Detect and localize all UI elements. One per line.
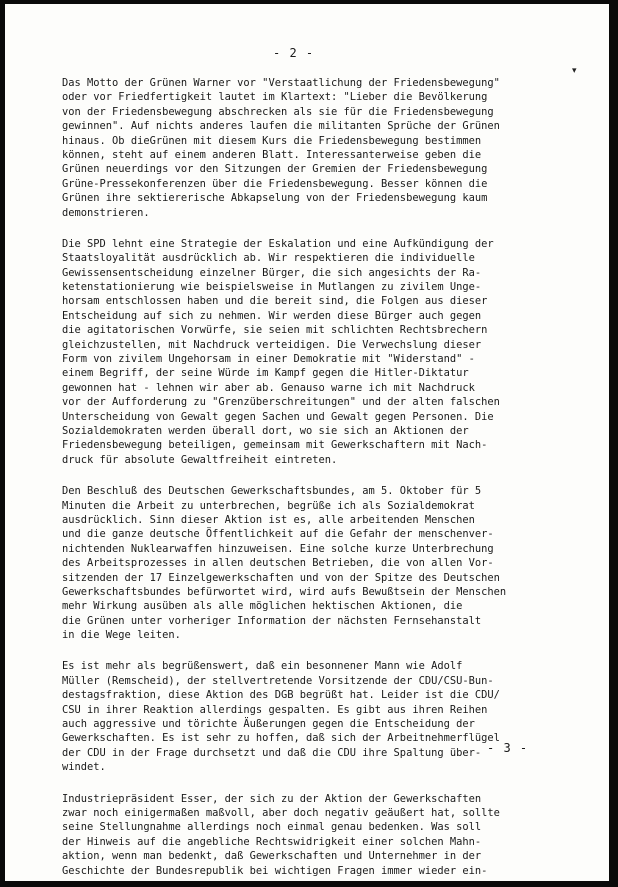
text-line: Friedensbewegung beteiligen, gemeinsam mit Gewerkschaftern mit Nach- [62, 439, 488, 452]
text-line: horsam entschlossen haben und die bereit sind, die Folgen aus dieser [62, 295, 488, 308]
text-line: Minuten die Arbeit zu unterbrechen, begrüße ich als Sozialdemokrat [62, 499, 475, 512]
text-line: die Grünen unter vorheriger Information der nächsten Fernsehanstalt [62, 614, 482, 627]
text-line: windet. [62, 761, 106, 774]
text-line: gewonnen hat - lehnen wir aber ab. Genauso warne ich mit Nachdruck [62, 381, 475, 394]
text-line: destagsfraktion, diese Aktion des DGB begrüßt hat. Leider ist die CDU/ [62, 689, 500, 702]
text-line: und die ganze deutsche Öffentlichkeit auf die Gefahr der menschenver- [62, 528, 494, 541]
text-line: in die Wege leiten. [62, 629, 181, 642]
text-line: Gewissensentscheidung einzelner Bürger, die sich angesichts der Ra- [62, 266, 482, 279]
paragraph [62, 484, 562, 642]
text-line: Geschichte der Bundesrepublik bei wichtigen Fragen immer wieder ein- [62, 864, 488, 877]
text-line: Staatsloyalität ausdrücklich ab. Wir respektieren die individuelle [62, 252, 475, 265]
text-line: Unterscheidung von Gewalt gegen Sachen und Gewalt gegen Personen. Die [62, 410, 494, 423]
text-line: Entscheidung auf sich zu nehmen. Wir werden diese Bürger auch gegen [62, 309, 482, 322]
text-line: sitzenden der 17 Einzelgewerkschaften und von der Spitze des Deutschen [62, 571, 500, 584]
text-line: aktion, wenn man bedenkt, daß Gewerkschaften und Unternehmer in der [62, 850, 482, 863]
text-line: oder vor Friedfertigkeit lautet im Klartext: "Lieber die Bevölkerung [62, 91, 488, 104]
text-line: Grünen ihre sektiererische Abkapselung von der Friedensbewegung kaum [62, 192, 488, 205]
text-line: auch aggressive und törichte Äußerungen gegen die Entscheidung der [62, 718, 475, 731]
text-line: CSU in ihrer Reaktion allerdings gespalten. Es gibt aus ihren Reihen [62, 703, 488, 716]
text-line: zwar noch einigermaßen maßvoll, aber doch negativ geäußert hat, sollte [62, 806, 500, 819]
next-page-number: - 3 - [487, 741, 529, 755]
text-line: Grüne-Pressekonferenzen über die Friedensbewegung. Besser können die [62, 177, 488, 190]
page-number: - 2 - [273, 46, 315, 60]
margin-mark: ▾ [572, 65, 577, 75]
paragraph [62, 659, 562, 774]
text-line: die agitatorischen Vorwürfe, sie seien mit schlichten Rechtsbrechern [62, 324, 488, 337]
text-line: Es ist mehr als begrüßenswert, daß ein besonnener Mann wie Adolf [62, 660, 463, 673]
document-body [62, 76, 562, 881]
text-line: gewinnen". Auf nichts anderes laufen die militanten Sprüche der Grünen [62, 120, 500, 133]
paragraph [62, 237, 562, 467]
text-line: Gewerkschaften. Es ist sehr zu hoffen, daß sich der Arbeitnehmerflügel [62, 732, 500, 745]
text-line: nichtenden Nuklearwaffen hinzuweisen. Eine solche kurze Unterbrechung [62, 542, 494, 555]
paragraph [62, 792, 562, 878]
text-line: Industriepräsident Esser, der sich zu der Aktion der Gewerkschaften [62, 792, 482, 805]
text-line: von der Friedensbewegung abschrecken als sie für die Friedensbewegung [62, 105, 494, 118]
text-line: ausdrücklich. Sinn dieser Aktion ist es, alle arbeitenden Menschen [62, 513, 475, 526]
text-line: Das Motto der Grünen Warner vor "Verstaatlichung der Friedensbewegung" [62, 77, 500, 89]
document-page [5, 4, 609, 881]
text-line: vor der Aufforderung zu "Grenzüberschreitungen" und der alten falschen [62, 396, 500, 409]
text-line: einem Begriff, der seine Würde im Kampf gegen die Hitler-Diktatur [62, 367, 469, 380]
text-line: Form von zivilem Ungehorsam in einer Demokratie mit "Widerstand" - [62, 353, 475, 366]
text-line: ketenstationierung wie beispielsweise in Mutlangen zu zivilem Unge- [62, 281, 482, 294]
text-line: der Hinweis auf die angebliche Rechtswidrigkeit einer solchen Mahn- [62, 835, 482, 848]
paragraph [62, 76, 562, 220]
text-line: der CDU in der Frage durchsetzt und daß die CDU ihre Spaltung über- [62, 746, 482, 759]
text-line: Die SPD lehnt eine Strategie der Eskalation und eine Aufkündigung der [62, 237, 494, 250]
text-line: seine Stellungnahme allerdings noch einmal genau bedenken. Was soll [62, 821, 482, 834]
text-line: können, steht auf einem anderen Blatt. Interessanterweise geben die [62, 148, 482, 161]
text-line: Grünen neuerdings vor den Sitzungen der Gremien der Friedensbewegung [62, 163, 488, 176]
text-line: mehr Wirkung ausüben als alle möglichen hektischen Aktionen, die [62, 600, 463, 613]
text-line: demonstrieren. [62, 206, 150, 219]
text-line: Gewerkschaftsbundes befürwortet wird, wird aufs Bewußtsein der Menschen [62, 585, 507, 598]
text-line: Den Beschluß des Deutschen Gewerkschaftsbundes, am 5. Oktober für 5 [62, 485, 482, 498]
text-line: des Arbeitsprozesses in allen deutschen Betrieben, die von allen Vor- [62, 557, 494, 570]
text-line: Müller (Remscheid), der stellvertretende Vorsitzende der CDU/CSU-Bun- [62, 674, 494, 687]
text-line: gleichzustellen, mit Nachdruck verteidigen. Die Verwechslung dieser [62, 338, 482, 351]
text-line: Sozialdemokraten werden überall dort, wo sie sich an Aktionen der [62, 424, 469, 437]
text-line: hinaus. Ob dieGrünen mit diesem Kurs die Friedensbewegung bestimmen [62, 134, 482, 147]
text-line: druck für absolute Gewaltfreiheit eintreten. [62, 453, 338, 466]
